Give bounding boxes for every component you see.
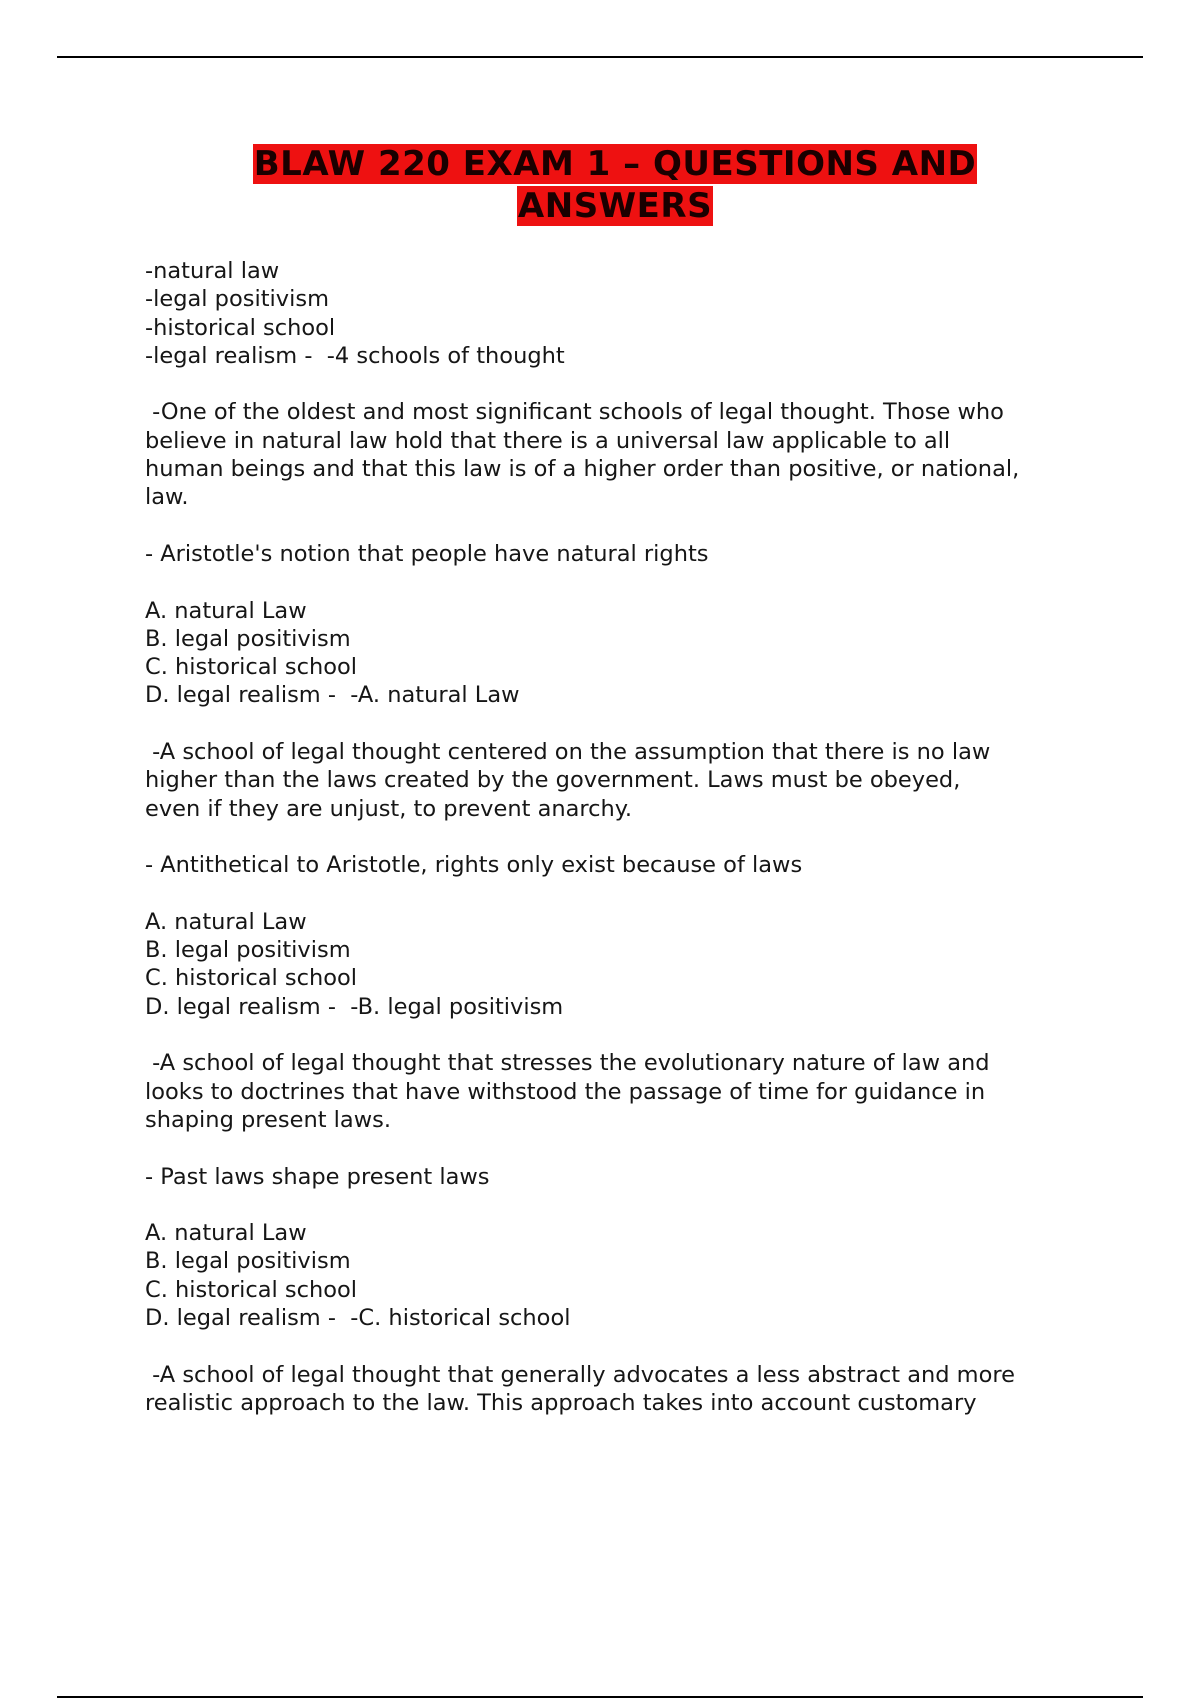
bottom-rule	[57, 1696, 1143, 1698]
option-line: B. legal positivism	[145, 937, 351, 964]
text-line: -legal realism - -4 schools of thought	[145, 342, 565, 369]
text-block	[145, 1049, 1105, 1134]
text-line: shaping present laws.	[145, 1106, 391, 1133]
text-line: human beings and that this law is of a higher order than positive, or national,	[145, 456, 1020, 483]
option-line: D. legal realism - -B. legal positivism	[145, 993, 564, 1020]
text-block	[145, 851, 1105, 879]
text-block	[145, 738, 1105, 823]
text-block	[145, 1361, 1105, 1418]
document-body	[145, 257, 1105, 1445]
option-line: C. historical school	[145, 654, 358, 681]
option-line: B. legal positivism	[145, 1248, 351, 1275]
text-line: -A school of legal thought that stresses the evolutionary nature of law and	[145, 1050, 990, 1077]
text-line: -historical school	[145, 314, 336, 341]
option-line: D. legal realism - -C. historical school	[145, 1304, 571, 1331]
answer-options	[145, 597, 1105, 710]
option-line: C. historical school	[145, 1276, 358, 1303]
option-line: A. natural Law	[145, 1220, 307, 1247]
text-line: - Past laws shape present laws	[145, 1163, 490, 1190]
answer-options	[145, 908, 1105, 1021]
text-line: -A school of legal thought that generally advocates a less abstract and more	[145, 1361, 1015, 1388]
text-line: - Antithetical to Aristotle, rights only exist because of laws	[145, 852, 803, 879]
option-line: A. natural Law	[145, 597, 307, 624]
text-block	[145, 257, 1105, 370]
text-block	[145, 398, 1105, 511]
text-line: -legal positivism	[145, 286, 329, 313]
page-title	[145, 143, 1085, 227]
option-line: D. legal realism - -A. natural Law	[145, 682, 520, 709]
text-line: -One of the oldest and most significant schools of legal thought. Those who	[145, 399, 1004, 426]
text-line: believe in natural law hold that there is a universal law applicable to all	[145, 427, 951, 454]
text-line: higher than the laws created by the government. Laws must be obeyed,	[145, 767, 961, 794]
text-block	[145, 1163, 1105, 1191]
answer-options	[145, 1219, 1105, 1332]
option-line: B. legal positivism	[145, 625, 351, 652]
title-line-1: BLAW 220 EXAM 1 – QUESTIONS AND	[253, 144, 977, 184]
text-line: even if they are unjust, to prevent anarchy.	[145, 795, 633, 822]
text-line: - Aristotle's notion that people have natural rights	[145, 540, 709, 567]
top-rule	[57, 56, 1143, 58]
text-line: realistic approach to the law. This approach takes into account customary	[145, 1389, 977, 1416]
title-line-2: ANSWERS	[517, 186, 713, 226]
text-line: -natural law	[145, 258, 280, 284]
option-line: C. historical school	[145, 965, 358, 992]
text-line: looks to doctrines that have withstood the passage of time for guidance in	[145, 1078, 986, 1105]
option-line: A. natural Law	[145, 908, 307, 935]
text-line: -A school of legal thought centered on the assumption that there is no law	[145, 739, 991, 766]
text-block	[145, 540, 1105, 568]
text-line: law.	[145, 484, 189, 511]
